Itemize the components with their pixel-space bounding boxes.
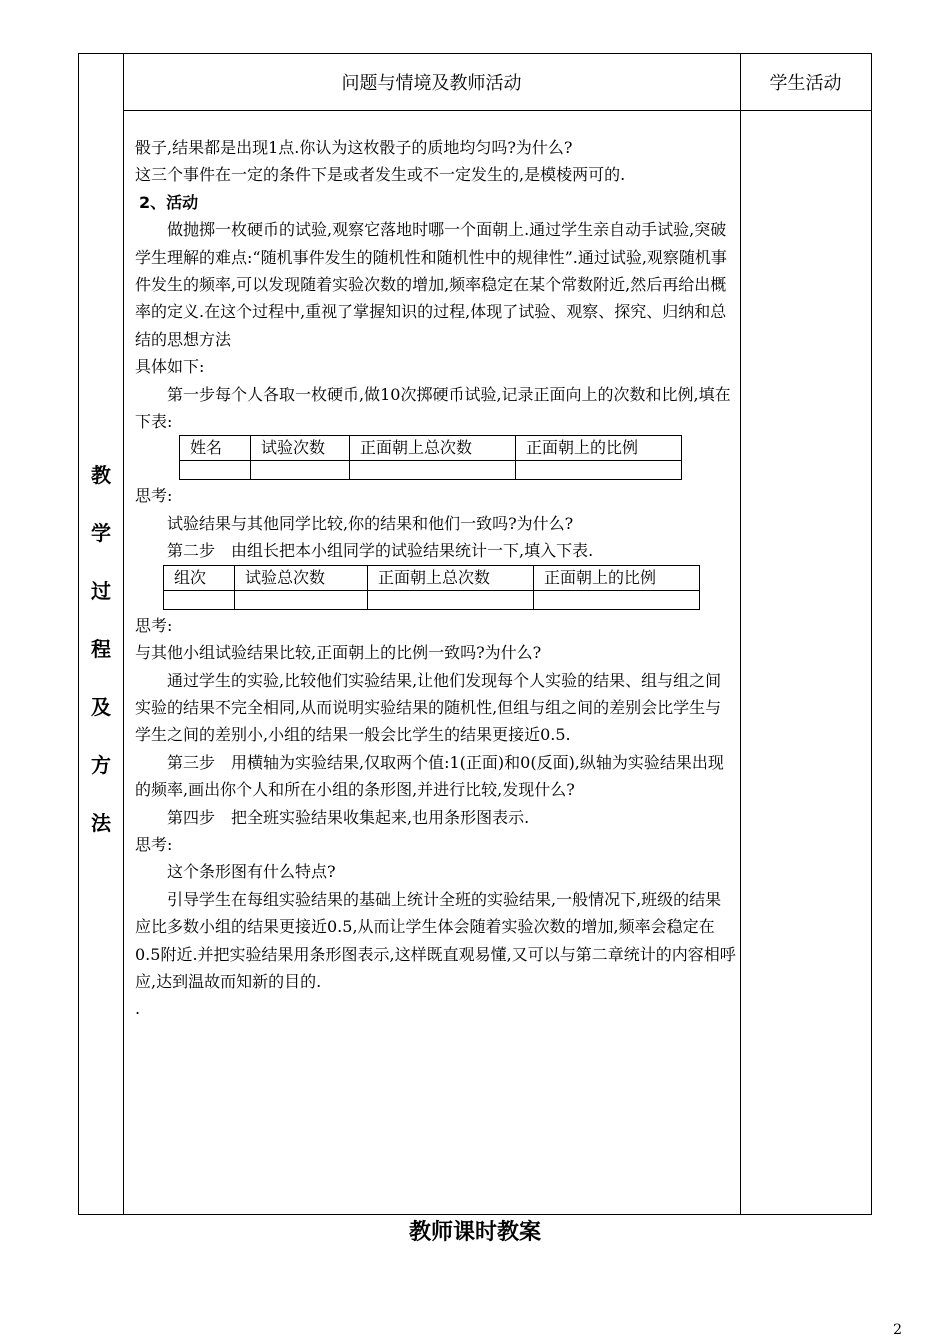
header-student: 学生活动 xyxy=(769,73,842,94)
side-char: 及 xyxy=(91,695,111,719)
table-header-cell: 正面朝上的比例 xyxy=(516,436,682,461)
side-char: 学 xyxy=(91,521,111,545)
table-cell xyxy=(235,590,368,609)
side-char: 教 xyxy=(91,463,111,487)
teacher-activity-content xyxy=(135,134,737,1023)
text-line: 思考: xyxy=(135,486,173,506)
trailing-dot: . xyxy=(135,999,141,1019)
step-2: 第二步 由组长把本小组同学的试验结果统计一下,填入下表. xyxy=(167,541,594,561)
text-line: 具体如下: xyxy=(135,357,205,377)
table-cell xyxy=(368,590,534,609)
table-header-cell: 组次 xyxy=(164,565,235,590)
section-heading: 2、活动 xyxy=(139,192,199,212)
table-header-cell: 试验总次数 xyxy=(235,565,368,590)
page-title: 教师课时教案 xyxy=(408,1220,541,1245)
table-cell xyxy=(516,461,682,480)
table-header-cell: 正面朝上总次数 xyxy=(350,436,516,461)
table-cell xyxy=(251,461,350,480)
page-number: 2 xyxy=(893,1322,902,1338)
text-line: 骰子,结果都是出现1点.你认为这枚骰子的质地均匀吗?为什么? xyxy=(135,138,573,157)
side-char: 程 xyxy=(91,637,111,661)
header-main: 问题与情境及教师活动 xyxy=(341,73,522,94)
group-record-table xyxy=(163,565,700,610)
divider-side xyxy=(123,54,124,1214)
table-cell xyxy=(164,590,235,609)
paragraph: 通过学生的实验,比较他们实验结果,让他们发现每个人实验的结果、组与组之间实验的结果不完全相同,从而说明实验结果的随机性,但组与组之间的差别会比学生与学生之间的差别小,小组的结果一般会比学生的结果更接近0.5. xyxy=(135,670,722,745)
side-label xyxy=(79,446,123,852)
question: 与其他小组试验结果比较,正面朝上的比例一致吗?为什么? xyxy=(135,643,542,663)
side-char: 过 xyxy=(91,579,111,603)
student-record-table xyxy=(179,435,682,480)
table-header-cell: 姓名 xyxy=(180,436,251,461)
side-char: 方 xyxy=(91,753,111,777)
text-line: 思考: xyxy=(135,615,173,635)
table-header-cell: 正面朝上总次数 xyxy=(368,565,534,590)
header-divider xyxy=(123,110,871,111)
question: 这个条形图有什么特点? xyxy=(167,862,336,882)
table-cell xyxy=(534,590,700,609)
paragraph: 引导学生在每组实验结果的基础上统计全班的实验结果,一般情况下,班级的结果应比多数小组的结果更接近0.5,从而让学生体会随着实验次数的增加,频率会稳定在0.5附近.并把实验结果用条形图表示,这样既直观易懂,又可以与第二章统计的内容相呼应,达到温故而知新的目的. xyxy=(135,889,736,991)
table-header-cell: 试验次数 xyxy=(251,436,350,461)
divider-student xyxy=(740,54,741,1214)
table-cell xyxy=(180,461,251,480)
table-header-cell: 正面朝上的比例 xyxy=(534,565,700,590)
lesson-table xyxy=(78,53,872,1215)
paragraph: 做抛掷一枚硬币的试验,观察它落地时哪一个面朝上.通过学生亲自动手试验,突破学生理解的难点:“随机事件发生的随机性和随机性中的规律性”.通过试验,观察随机事件发生的频率,可以发现随着实验次数的增加,频率稳定在某个常数附近,然后再给出概率的定义.在这个过程中,重视了掌握知识的过程,体现了试验、观察、探究、归纳和总结的思想方法 xyxy=(135,220,727,349)
side-char: 法 xyxy=(91,811,111,835)
step-4: 第四步 把全班实验结果收集起来,也用条形图表示. xyxy=(167,807,530,827)
step-1: 第一步每个人各取一枚硬币,做10次掷硬币试验,记录正面向上的次数和比例,填在下表: xyxy=(135,384,731,432)
question: 试验结果与其他同学比较,你的结果和他们一致吗?为什么? xyxy=(167,513,574,533)
table-cell xyxy=(350,461,516,480)
text-line: 思考: xyxy=(135,834,173,854)
step-3: 第三步 用横轴为实验结果,仅取两个值:1(正面)和0(反面),纵轴为实验结果出现的频率,画出你个人和所在小组的条形图,并进行比较,发现什么? xyxy=(135,752,724,800)
text-line: 这三个事件在一定的条件下是或者发生或不一定发生的,是模棱两可的. xyxy=(135,165,626,185)
